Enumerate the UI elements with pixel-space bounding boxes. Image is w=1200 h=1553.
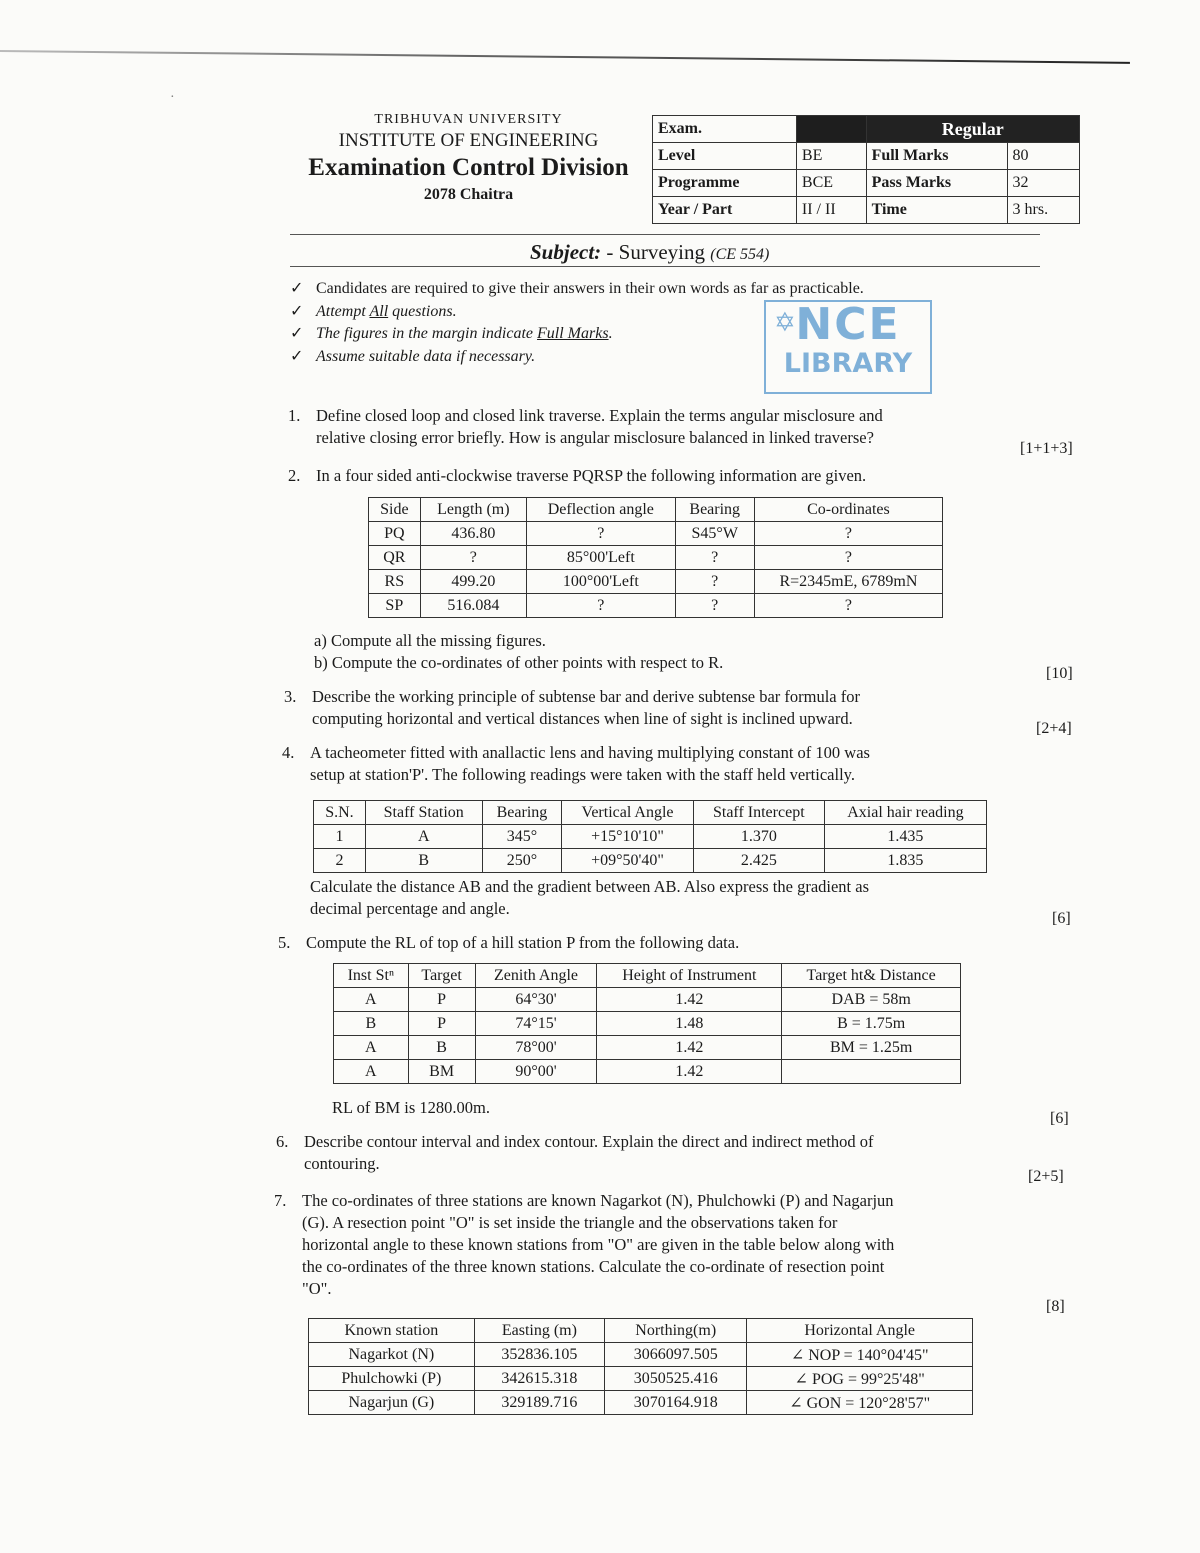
table-row: [369, 594, 943, 618]
column-header: Inst Stⁿ: [334, 964, 409, 988]
table-cell: [782, 1060, 961, 1084]
question-text: A tacheometer fitted with anallactic lens and having multiplying constant of 100 was: [310, 743, 870, 762]
table-cell: R=2345mE, 6789mN: [754, 570, 942, 594]
question-number: 7.: [274, 1191, 287, 1210]
question-number: 6.: [276, 1132, 289, 1151]
table-cell: A: [365, 825, 482, 849]
check-icon: ✓: [290, 347, 304, 365]
year-value: II / II: [796, 197, 866, 224]
question-7: [274, 1190, 895, 1300]
table-row: [309, 1343, 973, 1367]
question-4-marks: [6]: [1052, 910, 1071, 927]
table-cell: SP: [369, 594, 421, 618]
table-cell: 74°15': [475, 1012, 597, 1036]
column-header: Zenith Angle: [475, 964, 597, 988]
table-cell: 3050525.416: [605, 1367, 747, 1391]
programme-label: Programme: [653, 170, 797, 197]
table-cell: 352836.105: [474, 1343, 604, 1367]
exam-blank: [796, 116, 866, 143]
table-cell: P: [408, 1012, 475, 1036]
column-header: S.N.: [314, 801, 366, 825]
column-header: Axial hair reading: [824, 801, 986, 825]
check-icon: ✓: [290, 302, 304, 320]
table-cell: ?: [754, 594, 942, 618]
level-label: Level: [653, 143, 797, 170]
question-text: Define closed loop and closed link traverse. Explain the terms angular misclosure and: [316, 406, 883, 425]
table-cell: BM = 1.25m: [782, 1036, 961, 1060]
column-header: Target ht& Distance: [782, 964, 961, 988]
stamp-title: NCE: [795, 299, 901, 350]
table-header-row: [314, 801, 987, 825]
table-cell: 64°30': [475, 988, 597, 1012]
question-2-marks: [10]: [1046, 665, 1073, 682]
column-header: Height of Instrument: [597, 964, 782, 988]
library-stamp: [764, 300, 932, 394]
full-marks-label: Full Marks: [866, 143, 1007, 170]
question-text: RL of BM is 1280.00m.: [332, 1098, 490, 1117]
check-icon: ✓: [290, 325, 304, 342]
subject-code: (CE 554): [710, 246, 770, 263]
table-cell: 345°: [482, 825, 562, 849]
table-cell: 1.835: [824, 849, 986, 873]
table-cell: 2: [314, 849, 366, 873]
table-cell: 1.42: [597, 1060, 782, 1084]
question-2: [288, 465, 867, 487]
table-cell: 100°00'Left: [527, 570, 676, 594]
table-cell: 78°00': [475, 1036, 597, 1060]
question-text: relative closing error briefly. How is angular misclosure balanced in linked traverse?: [316, 428, 874, 447]
table-cell: DAB = 58m: [782, 988, 961, 1012]
question-3-marks: [2+4]: [1036, 720, 1072, 737]
table-cell: 250°: [482, 849, 562, 873]
table-row: [369, 546, 943, 570]
table-cell: PQ: [369, 522, 421, 546]
table-cell: A: [334, 1060, 409, 1084]
table-cell: 436.80: [420, 522, 526, 546]
column-header: Known station: [309, 1319, 475, 1343]
question-text: the co-ordinates of the three known stations. Calculate the co-ordinate of resection point: [302, 1257, 885, 1276]
question-5-marks: [6]: [1050, 1110, 1069, 1127]
table-cell: +09°50'40": [562, 849, 693, 873]
table-cell: B: [334, 1012, 409, 1036]
table-cell: ?: [675, 570, 754, 594]
table-cell: P: [408, 988, 475, 1012]
column-header: Co-ordinates: [754, 498, 942, 522]
column-header: Length (m): [420, 498, 526, 522]
column-header: Deflection angle: [527, 498, 676, 522]
table-cell: 516.084: [420, 594, 526, 618]
table-cell: ∠ GON = 120°28'57": [747, 1391, 973, 1415]
table-cell: B: [408, 1036, 475, 1060]
table-cell: ?: [527, 594, 676, 618]
table-cell: 1.42: [597, 1036, 782, 1060]
pass-marks-value: 32: [1007, 170, 1079, 197]
instruction-text: Assume suitable data if necessary.: [316, 347, 536, 365]
question-5-note: [332, 1097, 490, 1119]
header-block: [296, 112, 641, 204]
divider-top: [290, 234, 1040, 235]
column-header: Horizontal Angle: [747, 1319, 973, 1343]
instruction-item: [290, 278, 864, 301]
table-cell: 1.48: [597, 1012, 782, 1036]
question-number: 3.: [284, 687, 297, 706]
question-6-marks: [2+5]: [1028, 1168, 1064, 1185]
table-row: [334, 1060, 961, 1084]
question-text: In a four sided anti-clockwise traverse PQRSP the following information are given.: [316, 466, 867, 485]
traverse-table: [368, 497, 943, 618]
table-cell: ?: [675, 546, 754, 570]
question-1-marks: [1+1+3]: [1020, 440, 1073, 457]
table-row: [334, 988, 961, 1012]
table-cell: ?: [675, 594, 754, 618]
table-header-row: [309, 1319, 973, 1343]
exam-type: Regular: [866, 116, 1079, 143]
question-2-parts: [314, 630, 723, 674]
table-cell: 3070164.918: [605, 1391, 747, 1415]
table-header-row: [369, 498, 943, 522]
university-name: TRIBHUVAN UNIVERSITY: [374, 112, 563, 127]
subject-name: Surveying: [618, 240, 705, 264]
question-4-continued: [310, 876, 869, 920]
question-3: [284, 686, 860, 730]
exam-session: 2078 Chaitra: [423, 186, 514, 203]
table-cell: Phulchowki (P): [309, 1367, 475, 1391]
table-cell: 499.20: [420, 570, 526, 594]
table-cell: RS: [369, 570, 421, 594]
question-1: [288, 405, 883, 449]
column-header: Staff Station: [365, 801, 482, 825]
tacheometer-table: [313, 800, 987, 873]
hill-station-table: [333, 963, 961, 1084]
table-cell: 1.370: [693, 825, 824, 849]
check-icon: ✓: [290, 280, 304, 297]
year-label: Year / Part: [653, 197, 797, 224]
column-header: Easting (m): [474, 1319, 604, 1343]
question-text: horizontal angle to these known stations from "O" are given in the table below along with: [302, 1235, 895, 1254]
column-header: Staff Intercept: [693, 801, 824, 825]
table-cell: ?: [527, 522, 676, 546]
table-cell: ?: [754, 546, 942, 570]
table-header-row: [334, 964, 961, 988]
table-cell: 1: [314, 825, 366, 849]
stamp-logo-icon: ✡: [774, 308, 796, 337]
table-row: [369, 570, 943, 594]
table-row: [314, 849, 987, 873]
programme-value: BCE: [796, 170, 866, 197]
question-text: The co-ordinates of three stations are known Nagarkot (N), Phulchowki (P) and Nagarjun: [302, 1191, 894, 1210]
exam-label: Exam.: [653, 116, 797, 143]
question-text: setup at station'P'. The following readings were taken with the staff held vertically.: [310, 765, 855, 784]
question-7-marks: [8]: [1046, 1298, 1065, 1315]
table-row: [309, 1367, 973, 1391]
question-text: computing horizontal and vertical distances when line of sight is inclined upward.: [312, 709, 853, 728]
divider-bottom: [290, 266, 1040, 267]
question-4: [282, 742, 870, 786]
table-row: [369, 522, 943, 546]
question-number: 1.: [288, 406, 301, 425]
table-cell: S45°W: [675, 522, 754, 546]
pass-marks-label: Pass Marks: [866, 170, 1007, 197]
time-value: 3 hrs.: [1007, 197, 1079, 224]
table-cell: ?: [754, 522, 942, 546]
level-value: BE: [796, 143, 866, 170]
division-name: Examination Control Division: [308, 154, 629, 181]
table-cell: B = 1.75m: [782, 1012, 961, 1036]
instruction-text: Attempt: [316, 302, 370, 320]
instruction-text: questions.: [388, 302, 457, 320]
question-number: 2.: [288, 466, 301, 485]
full-marks-value: 80: [1007, 143, 1079, 170]
question-text: decimal percentage and angle.: [310, 899, 510, 918]
table-cell: 2.425: [693, 849, 824, 873]
table-cell: B: [365, 849, 482, 873]
resection-table: [308, 1318, 973, 1415]
institute-name: INSTITUTE OF ENGINEERING: [338, 130, 599, 151]
exam-info-table: [652, 115, 1080, 224]
question-number: 5.: [278, 933, 291, 952]
question-text: Compute the RL of top of a hill station P from the following data.: [306, 933, 740, 952]
table-cell: 342615.318: [474, 1367, 604, 1391]
stamp-subtitle: LIBRARY: [783, 348, 913, 379]
instruction-text: Candidates are required to give their answers in their own words as far as practicable.: [316, 280, 864, 297]
question-text: "O".: [302, 1279, 332, 1298]
table-cell: ∠ POG = 99°25'48": [747, 1367, 973, 1391]
question-text: (G). A resection point "O" is set inside the triangle and the observations taken for: [302, 1213, 838, 1232]
question-6: [276, 1131, 874, 1175]
subject-label: Subject:: [530, 240, 602, 264]
question-text: Calculate the distance AB and the gradient between AB. Also express the gradient as: [310, 877, 870, 896]
instruction-emphasis: All: [369, 302, 389, 320]
table-cell: 3066097.505: [605, 1343, 747, 1367]
column-header: Side: [369, 498, 421, 522]
table-cell: BM: [408, 1060, 475, 1084]
column-header: Vertical Angle: [562, 801, 693, 825]
table-cell: 1.435: [824, 825, 986, 849]
scan-speck: ·: [170, 90, 175, 105]
table-row: [334, 1012, 961, 1036]
question-text: Describe contour interval and index contour. Explain the direct and indirect method of: [304, 1132, 874, 1151]
table-cell: A: [334, 988, 409, 1012]
time-label: Time: [866, 197, 1007, 224]
table-cell: 1.42: [597, 988, 782, 1012]
table-cell: Nagarjun (G): [309, 1391, 475, 1415]
column-header: Bearing: [482, 801, 562, 825]
table-cell: Nagarkot (N): [309, 1343, 475, 1367]
table-row: [314, 825, 987, 849]
sub-question-a: a) Compute all the missing figures.: [314, 631, 546, 650]
table-cell: 85°00'Left: [527, 546, 676, 570]
subject-dash: -: [601, 240, 619, 264]
table-cell: ∠ NOP = 140°04'45": [747, 1343, 973, 1367]
table-cell: QR: [369, 546, 421, 570]
table-cell: 329189.716: [474, 1391, 604, 1415]
question-5: [278, 932, 740, 954]
question-text: contouring.: [304, 1154, 380, 1173]
instruction-emphasis: Full Marks: [537, 325, 609, 342]
scan-edge-line: [0, 50, 1130, 64]
column-header: Northing(m): [605, 1319, 747, 1343]
question-number: 4.: [282, 743, 295, 762]
table-cell: ?: [420, 546, 526, 570]
column-header: Target: [408, 964, 475, 988]
table-row: [309, 1391, 973, 1415]
instruction-text: The figures in the margin indicate: [316, 325, 538, 342]
question-text: Describe the working principle of subtense bar and derive subtense bar formula for: [312, 687, 860, 706]
table-cell: 90°00': [475, 1060, 597, 1084]
table-cell: +15°10'10": [562, 825, 693, 849]
sub-question-b: b) Compute the co-ordinates of other points with respect to R.: [314, 653, 724, 672]
table-cell: A: [334, 1036, 409, 1060]
table-row: [334, 1036, 961, 1060]
column-header: Bearing: [675, 498, 754, 522]
subject-line: [530, 240, 769, 265]
instruction-text: .: [608, 325, 613, 342]
